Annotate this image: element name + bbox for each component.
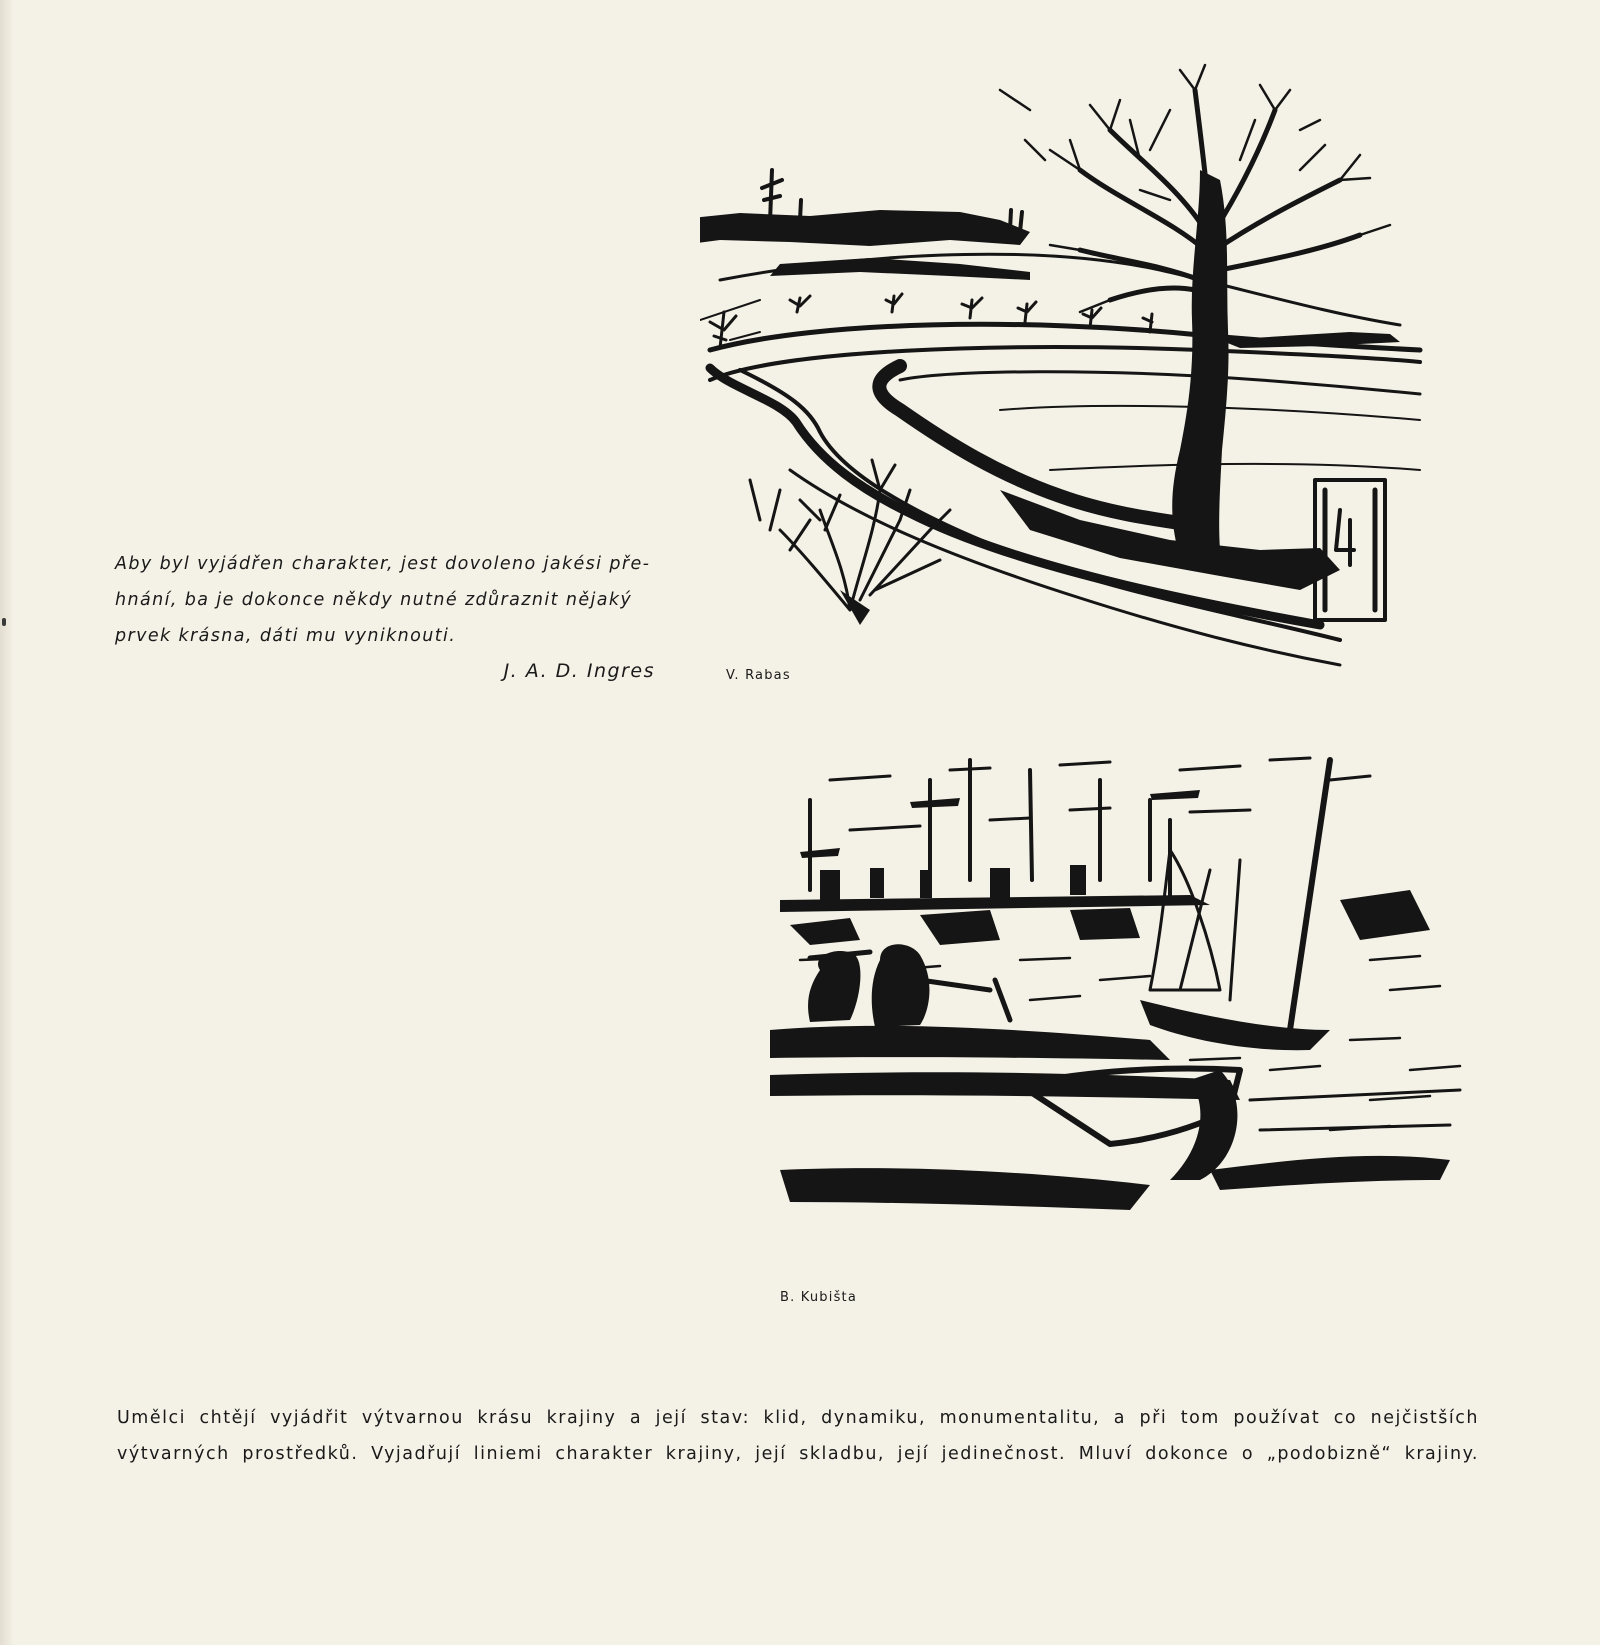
body-line: výtvarných prostředků. Vyjadřují liniemi charakter krajiny, její skladbu, její jedinečnost. Mluví dokonce o „podobizně“ krajiny. xyxy=(117,1444,1479,1464)
ingres-quote xyxy=(115,546,660,654)
binding-mark xyxy=(2,618,6,626)
quote-line: Aby byl vyjádřen charakter, jest dovoleno jakési pře- xyxy=(115,554,651,574)
quote-line: prvek krásna, dáti mu vyniknouti. xyxy=(115,626,457,646)
kubista-harbor-drawing xyxy=(770,740,1490,1270)
body-line: Umělci chtějí vyjádřit výtvarnou krásu krajiny a její stav: klid, dynamiku, monumentalitu, a při tom používat co nejčistších xyxy=(117,1408,1479,1428)
rabas-landscape-drawing xyxy=(700,50,1480,690)
quote-author: J. A. D. Ingres xyxy=(503,660,655,682)
quote-line: hnání, ba je dokonce někdy nutné zdůraznit nějaký xyxy=(115,590,633,610)
body-paragraph xyxy=(117,1400,1479,1472)
page-edge-shadow xyxy=(0,0,14,1645)
kubista-caption: B. Kubišta xyxy=(780,1290,857,1305)
rabas-caption: V. Rabas xyxy=(726,668,791,683)
